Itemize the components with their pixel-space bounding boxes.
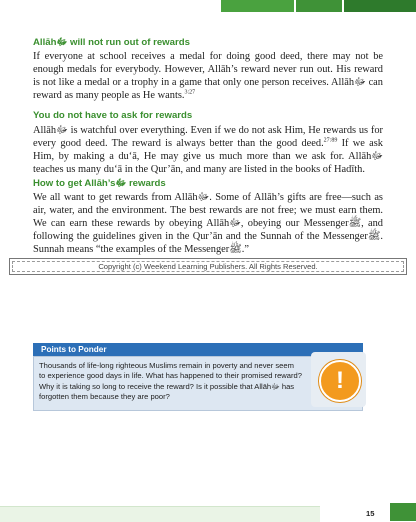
exclamation-icon: ! [319,360,361,402]
section-heading-no-need-to-ask: You do not have to ask for rewards [33,110,193,121]
paragraph-text: If we ask Him, by making a du‘ā, He may give us much more than we ask for. Allāhﷻ teaches us many du‘ā in the Qur’ān, and many are listed in the books of Hadīth. [33,138,383,175]
copyright-box [9,258,407,275]
header-color-block [221,0,294,12]
footnote-ref: 3:27 [184,89,196,96]
points-to-ponder-text: Thousands of life-long righteous Muslims remain in poverty and never seem to experience good days in life. What has happened to their promised reward? Why it is taking so long to receive the reward? Is it possible that Allāhﷻ has forgotten them because they are poor? [33,356,363,411]
section-paragraph-no-need-to-ask [33,124,383,176]
footnote-ref: 27:89 [323,137,338,144]
page-corner-tab [390,503,416,521]
header-color-block [296,0,342,12]
copyright-text: Copyright (c) Weekend Learning Publishers. All Rights Reserved. [12,261,404,272]
paragraph-text: Allāhﷻ is watchful over everything. Even if we do not ask Him, He rewards us for every good deed. The reward is always better than the good deed. [33,125,383,149]
footer-bar [0,506,320,522]
section-paragraph-rewards-never-run-out [33,50,383,102]
section-heading-how-to-get-rewards: How to get Allāh’sﷻ rewards [33,178,166,189]
ponder-badge [311,352,366,407]
points-to-ponder-box [33,343,383,411]
points-to-ponder-label: Points to Ponder [33,343,363,356]
header-color-block [344,0,416,12]
paragraph-text: If everyone at school receives a medal for doing good deed, there may not be enough medals for everybody. However, Allāh’s reward never run out. His reward is not like a medal or a trophy in a game that only one person receives. Allāhﷻ can reward as many people as He wants. [33,51,383,101]
section-heading-rewards-never-run-out: Allāhﷻ will not run out of rewards [33,37,190,48]
section-paragraph-how-to-get-rewards: We all want to get rewards from Allāhﷻ. Some of Allāh’s gifts are free—such as air, water, and the environment. The best rewards are not free; we must earn them. We can earn these rewards by obeying Allāhﷻ, obeying our Messengerﷺ, and following the guidelines given in the Qur’ān and the Sunnah of the Messengerﷺ. Sunnah means “the examples of the Messengerﷺ.” [33,192,383,255]
page-number: 15 [366,509,375,518]
